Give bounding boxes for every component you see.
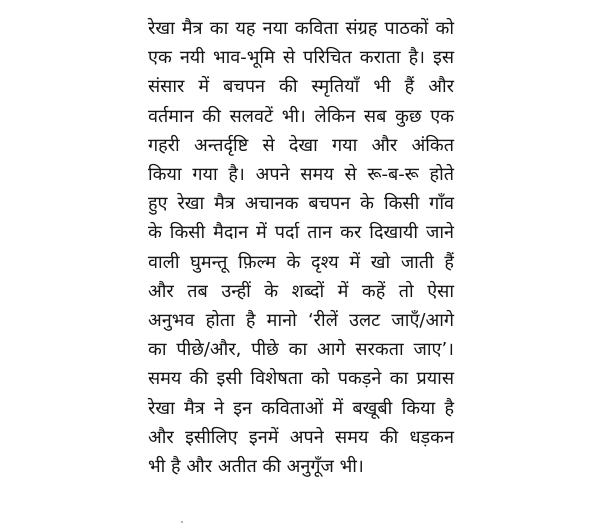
text-line-15: और इसीलिए इनमें अपने समय की धड़कन — [148, 426, 454, 448]
text-line-9: वाली घुमन्तू फ़िल्म के दृश्य में खो जाती हैं — [148, 251, 454, 273]
text-line-7: हुए रेखा मैत्र अचानक बचपन के किसी गाँव — [148, 193, 454, 215]
text-line-8: के किसी मैदान में पर्दा तान कर दिखायी जाने — [148, 222, 454, 244]
document-page — [148, 14, 454, 481]
text-line-2: एक नयी भाव-भूमि से परिचित कराता है। इस — [148, 47, 454, 69]
text-line-12: का पीछे/और, पीछे का आगे सरकता जाए’। — [148, 339, 454, 361]
text-line-11: अनुभव होता है मानो ‘रीलें उलट जाएँ/आगे — [148, 310, 454, 332]
text-line-1: रेखा मैत्र का यह नया कविता संग्रह पाठकों को — [148, 18, 454, 39]
text-line-16: भी है और अतीत की अनुगूँज भी। — [148, 456, 364, 478]
body-paragraph — [148, 14, 454, 481]
text-line-6: किया गया है। अपने समय से रू-ब-रू होते — [148, 164, 454, 186]
text-line-10: और तब उन्हीं के शब्दों में कहें तो ऐसा — [148, 280, 454, 302]
scan-speck — [181, 521, 183, 523]
text-line-14: रेखा मैत्र ने इन कविताओं में बखूबी किया है — [148, 397, 454, 419]
text-line-13: समय की इसी विशेषता को पकड़ने का प्रयास — [148, 368, 454, 390]
text-line-5: गहरी अन्तर्दृष्टि से देखा गया और अंकित — [148, 134, 454, 156]
text-line-3: संसार में बचपन की स्मृतियाँ भी हैं और — [148, 76, 454, 98]
text-line-4: वर्तमान की सलवटें भी। लेकिन सब कुछ एक — [148, 105, 454, 127]
